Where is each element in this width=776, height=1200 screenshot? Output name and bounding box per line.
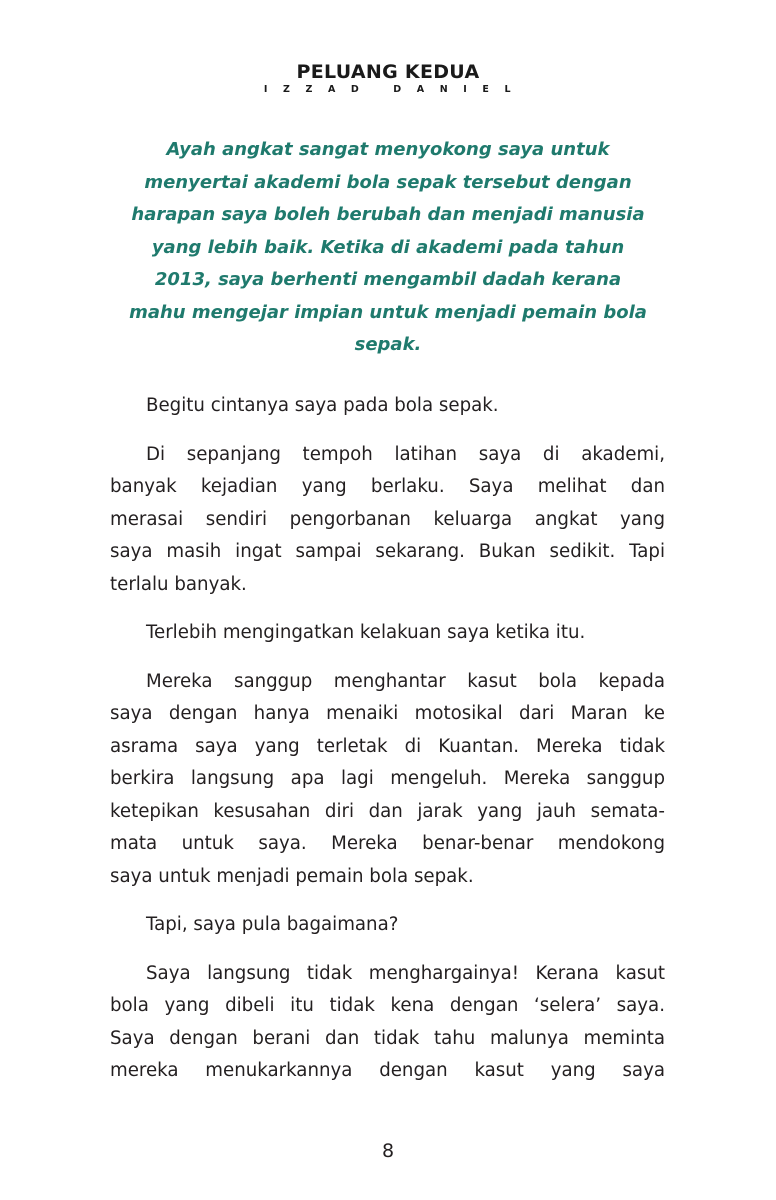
text-line: banyak kejadian yang berlaku. Saya melihat dan (110, 476, 665, 497)
text-line: saya untuk menjadi pemain bola sepak. (110, 865, 474, 887)
pull-quote-line: mahu mengejar impian untuk menjadi pemain bola (129, 301, 647, 323)
text-line: Tapi, saya pula bagaimana? (146, 914, 399, 935)
text-line: saya masih ingat sampai sekarang. Bukan sedikit. Tapi (110, 541, 665, 562)
paragraph (110, 617, 665, 650)
pull-quote-line: yang lebih baik. Ketika di akademi pada tahun (151, 236, 625, 258)
page-number: 8 (381, 1140, 395, 1162)
book-author: IZZAD DANIEL (263, 84, 527, 95)
text-line: Saya langsung tidak menghargainya! Kerana kasut (146, 962, 665, 984)
paragraph (110, 958, 665, 1088)
text-line: merasai sendiri pengorbanan keluarga angkat yang (110, 508, 665, 530)
text-line: mereka menukarkannya dengan kasut yang saya (110, 1060, 665, 1081)
paragraph (110, 439, 665, 602)
text-line: asrama saya yang terletak di Kuantan. Mereka tidak (110, 735, 665, 757)
text-line: berkira langsung apa lagi mengeluh. Mereka sanggup (110, 768, 665, 789)
pull-quote-line: 2013, saya berhenti mengambil dadah kerana (154, 269, 622, 290)
text-line: Di sepanjang tempoh latihan saya di akademi, (146, 443, 665, 465)
pull-quote (112, 134, 664, 362)
text-line: Saya dengan berani dan tidak tahu malunya meminta (110, 1027, 665, 1049)
text-line: saya dengan hanya menaiki motosikal dari Maran ke (110, 703, 665, 724)
text-line: ketepikan kesusahan diri dan jarak yang jauh semata- (110, 800, 665, 822)
paragraph (110, 666, 665, 894)
pull-quote-line: sepak. (354, 334, 422, 355)
text-line: Terlebih mengingatkan kelakuan saya ketika itu. (146, 622, 586, 643)
book-title: PELUANG KEDUA (296, 61, 480, 83)
pull-quote-line: harapan saya boleh berubah dan menjadi manusia (131, 204, 645, 225)
text-line: mata untuk saya. Mereka benar-benar mendokong (110, 833, 665, 854)
text-line: bola yang dibeli itu tidak kena dengan ‘selera’ saya. (110, 995, 665, 1016)
body-text (110, 390, 665, 1104)
pull-quote-line: menyertai akademi bola sepak tersebut dengan (144, 171, 632, 193)
text-line: Mereka sanggup menghantar kasut bola kepada (146, 670, 665, 692)
text-line: terlalu banyak. (110, 573, 247, 595)
paragraph (110, 909, 665, 942)
pull-quote-line: Ayah angkat sangat menyokong saya untuk (166, 139, 610, 160)
text-line: Begitu cintanya saya pada bola sepak. (146, 395, 499, 416)
paragraph (110, 390, 665, 423)
running-header (0, 60, 776, 95)
